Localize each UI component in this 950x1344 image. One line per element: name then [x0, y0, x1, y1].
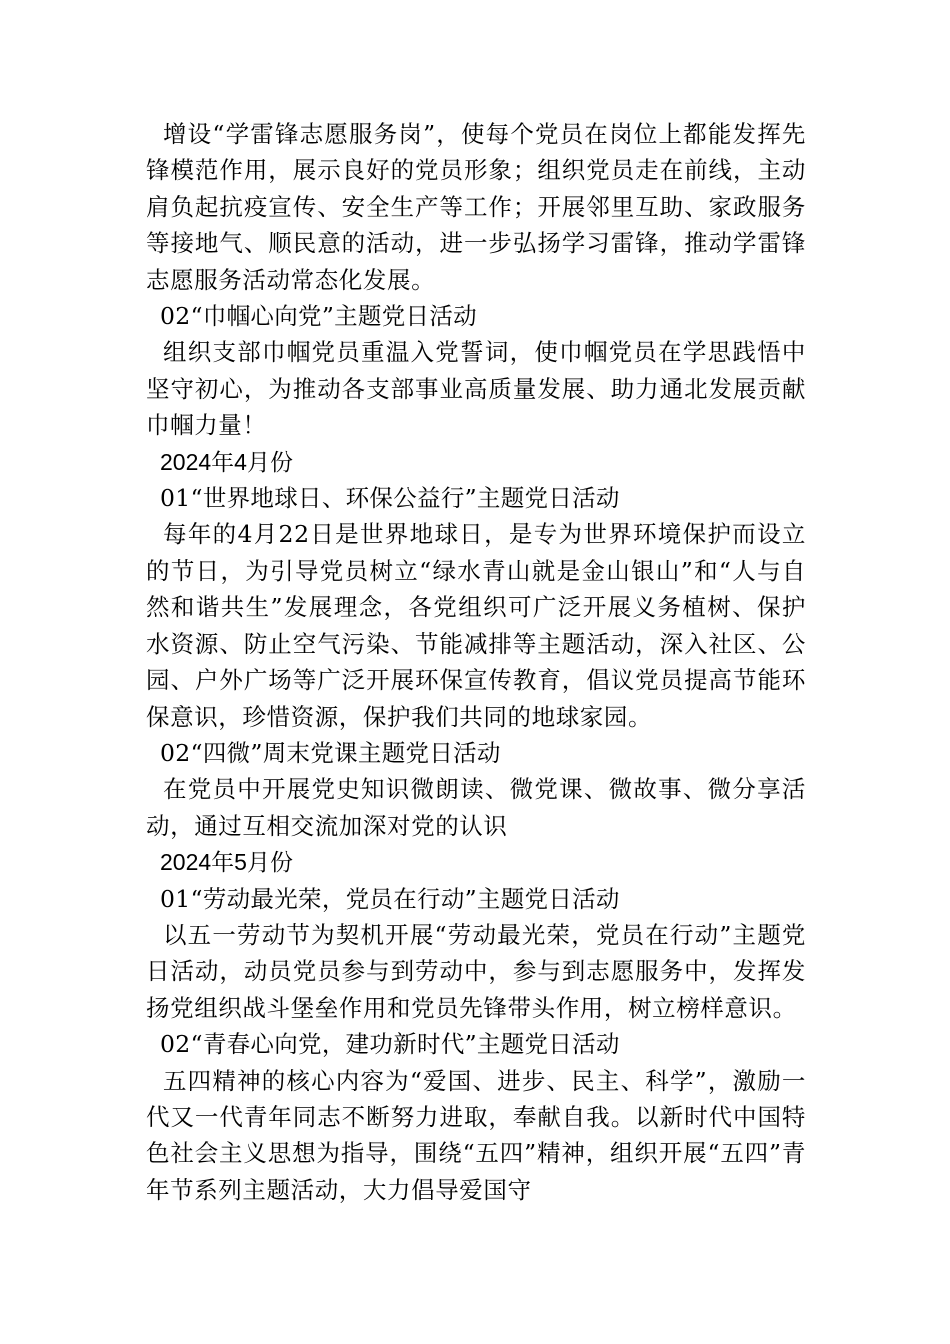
heading-youth-day: 02“青春心向党，建功新时代”主题党日活动 [160, 1030, 620, 1059]
document-page [146, 116, 806, 1208]
paragraph-labor-day: 以五一劳动节为契机开展“劳动最光荣，党员在行动”主题党日活动，动员党员参与到劳动中，参与到志愿服务中，发挥发扬党组织战斗堡垒作用和党员先锋带头作用，树立榜样意识。 [146, 920, 806, 1022]
month-heading-may: 2024年5月份 [160, 849, 293, 876]
paragraph-earth-day: 每年的4月22日是世界地球日，是专为世界环境保护而设立的节日，为引导党员树立“绿水青山就是金山银山”和“人与自然和谐共生”发展理念，各党组织可广泛开展义务植树、保护水资源、防止空气污染、节能减排等主题活动，深入社区、公园、户外广场等广泛开展环保宣传教育，倡议党员提高节能环保意识，珍惜资源，保护我们共同的地球家园。 [146, 520, 806, 731]
heading-four-micro: 02“四微”周末党课主题党日活动 [160, 738, 501, 767]
month-heading-april: 2024年4月份 [160, 448, 293, 475]
paragraph-youth-day: 五四精神的核心内容为“爱国、进步、民主、科学”，激励一代又一代青年同志不断努力进取，奉献自我。以新时代中国特色社会主义思想为指导，围绕“五四”精神，组织开展“五四”青年节系列主题活动，大力倡导爱国守 [146, 1066, 806, 1204]
heading-labor-day: 01“劳动最光荣，党员在行动”主题党日活动 [160, 884, 620, 913]
heading-women-activity: 02“巾帼心向党”主题党日活动 [160, 302, 477, 331]
paragraph-women-activity: 组织支部巾帼党员重温入党誓词，使巾帼党员在学思践悟中坚守初心，为推动各支部事业高质量发展、助力通北发展贡献巾帼力量！ [146, 338, 806, 440]
paragraph-lei-feng-service: 增设“学雷锋志愿服务岗”，使每个党员在岗位上都能发挥先锋模范作用，展示良好的党员形象；组织党员走在前线，主动肩负起抗疫宣传、安全生产等工作；开展邻里互助、家政服务等接地气、顺民意的活动，进一步弘扬学习雷锋，推动学雷锋志愿服务活动常态化发展。 [146, 120, 806, 294]
paragraph-four-micro: 在党员中开展党史知识微朗读、微党课、微故事、微分享活动，通过互相交流加深对党的认识 [146, 775, 806, 840]
heading-earth-day: 01“世界地球日、环保公益行”主题党日活动 [160, 484, 620, 513]
